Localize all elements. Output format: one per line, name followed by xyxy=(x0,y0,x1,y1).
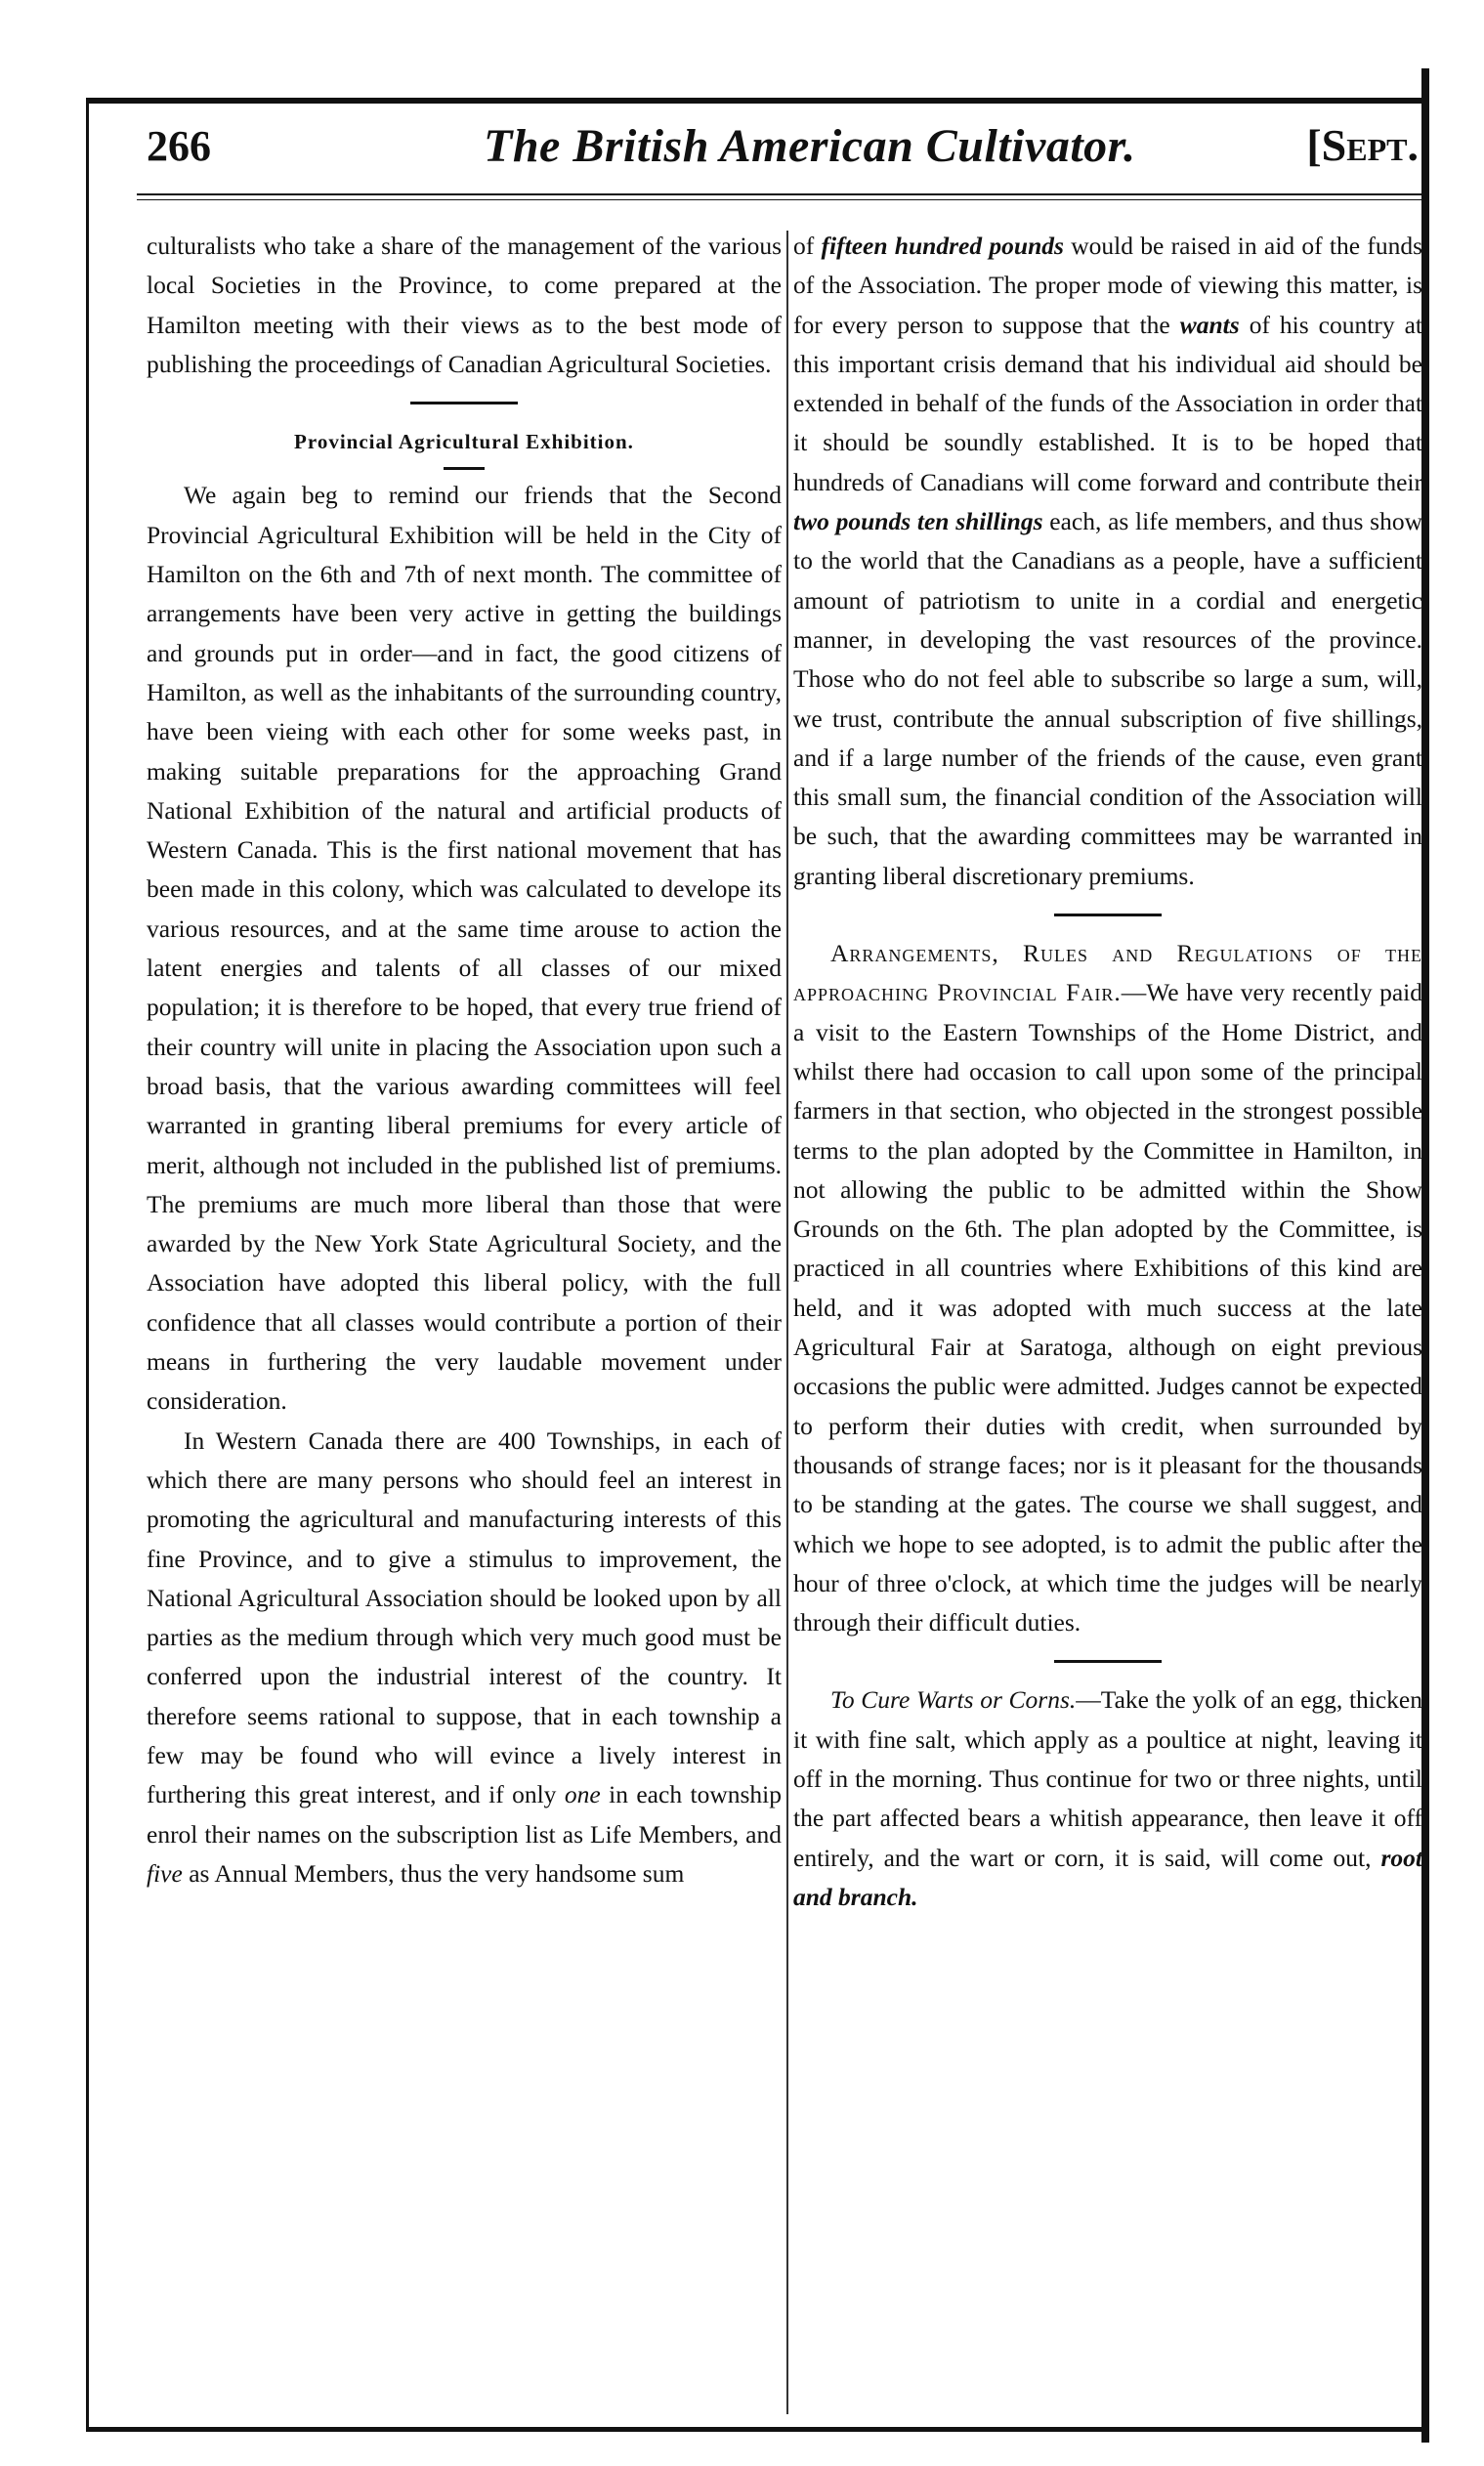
right-border-rule xyxy=(1421,68,1429,2443)
townships-text-c: as Annual Members, thus the very handsome sum xyxy=(189,1858,685,1888)
paragraph-exhibition: We again beg to remind our friends that the Second Provincial Agricultural Exhibition will be held in the City of Hamilton on the 6th and 7th of next month. The committee of arrangements have been very active in getting the buildings and grounds put in order—and in fact, the good citizens of Hamilton, as well as the inhabitants of the surrounding country, have been vieing with each other for some weeks past, in making suitable preparations for the approaching Grand National Exhibition of the natural and artificial products of Western Canada. This is the first national movement that has been made in this colony, which was calculated to develope its various resources, and at the same time arouse to action the latent energies and talents of all classes of our mixed population; it is therefore to be hoped, that every true friend of their country will unite in placing the Association upon such a broad basis, that the various awarding committees will feel warranted in granting liberal premiums for every article of merit, although not included in the published list of premiums. The premiums are much more liberal than those that were awarded by the New York State Agricultural Society, and the Association have adopted this liberal policy, with the full confidence that all classes would contribute a portion of their means in furthering the very laudable movement under consideration. xyxy=(147,481,782,1416)
subscription-text-c: of his country at this important crisis demand that his individual aid should be extended in behalf of the funds of the Association in order that it should be soundly established. It is to be hoped that hundreds of Canadians will come forward and contribute their xyxy=(793,310,1422,496)
paragraph-subscription xyxy=(793,227,1422,896)
emphasis-root-branch: root and branch. xyxy=(793,1843,1422,1911)
emphasis-fifteen-hundred: fifteen hundred pounds xyxy=(821,232,1064,260)
paragraph-arrangements xyxy=(793,934,1422,1642)
left-column xyxy=(147,227,782,1893)
section-divider xyxy=(1054,1660,1162,1663)
emphasis-wants: wants xyxy=(1179,310,1240,339)
townships-text-a: In Western Canada there are 400 Townships, in each of which there are many persons who should feel an interest in promoting the agricultural and manufacturing interests of this fine Province, and to give a stimulus to improvement, the National Agricultural Association should be looked upon by all parties as the medium through which very much good must be conferred upon the industrial interest of the country. It therefore seems rational to suppose, that in each township a few may be found who will evince a lively interest in furthering this great interest, and if only xyxy=(147,1425,782,1809)
header-rule xyxy=(137,193,1422,195)
townships-text-b: in each township enrol their names on the subscription list as Life Members, and xyxy=(147,1780,782,1849)
warts-text: —Take the yolk of an egg, thicken it with fine salt, which apply as a poultice at night, leaving it off in the morning. Thus continue for two or three nights, until the part affected bears a whitish appearance, then leave it off entirely, and the wart or corn, it is said, will come out, xyxy=(793,1685,1423,1872)
section-title-underline xyxy=(444,467,485,470)
section-title-exhibition: Provincial Agricultural Exhibition. xyxy=(294,430,634,454)
top-border-rule xyxy=(86,98,1426,104)
emphasis-two-pounds: two pounds ten shillings xyxy=(793,507,1043,536)
emphasis-five: five xyxy=(147,1858,183,1888)
column-divider xyxy=(786,231,788,2414)
subscription-text-a: of xyxy=(793,232,815,260)
left-border-rule xyxy=(86,98,89,2432)
issue-month: [Sept. xyxy=(1306,120,1419,170)
right-column xyxy=(793,227,1422,1917)
subscription-text-b: would be raised in aid of the funds of the Association. The proper mode of viewing this matter, is for every person to suppose that the xyxy=(793,232,1423,339)
emphasis-one: one xyxy=(564,1780,601,1809)
paragraph-townships xyxy=(147,1422,782,1894)
paragraph-continued: culturalists who take a share of the management of the various local Societies in the Province, to come prepared at the Hamilton meeting with their views as to the best mode of publishing the proceedings of Canadian Agricultural Societies. xyxy=(147,232,782,378)
subscription-text-d: each, as life members, and thus show to the world that the Canadians as a people, have a sufficient amount of patriotism to unite in a cordial and energetic manner, in developing the vast resources of the province. Those who do not feel able to subscribe so large a sum, will, we trust, contribute the annual subscription of five shillings, and if a large number of the friends of the cause, even grant this small sum, the financial condition of the Association will be such, that the awarding committees may be warranted in granting liberal discretionary premiums. xyxy=(793,507,1423,890)
warts-heading: To Cure Warts or Corns. xyxy=(830,1685,1077,1715)
header-rule-secondary xyxy=(137,199,1422,200)
section-divider xyxy=(1054,914,1162,916)
page-header xyxy=(147,115,1426,184)
journal-title: The British American Cultivator. xyxy=(484,120,1136,172)
arrangements-heading: Arrangements, Rules and Regulations of the approaching Provincial Fair. xyxy=(793,939,1422,1007)
paragraph-warts xyxy=(793,1680,1422,1917)
arrangements-text: —We have very recently paid a visit to the Eastern Townships of the Home District, and whilst there had occasion to call upon some of the principal farmers in that section, who objected in the strongest possible terms to the plan adopted by the Committee in Hamilton, in not allowing the public to be admitted within the Show Grounds on the 6th. The plan adopted by the Committee, is practiced in all countries where Exhibitions of this kind are held, and it was adopted with much success at the late Agricultural Fair at Saratoga, although on eight previous occasions the public were admitted. Judges cannot be expected to perform their duties with credit, when surrounded by thousands of strange faces; nor is it pleasant for the thousands to be standing at the gates. The course we shall suggest, and which we hope to see adopted, is to admit the public after the hour of three o'clock, at which time the judges will be nearly through their difficult duties. xyxy=(793,978,1422,1637)
bottom-border-rule xyxy=(86,2427,1426,2432)
page-number: 266 xyxy=(147,122,211,170)
section-divider xyxy=(410,402,518,404)
